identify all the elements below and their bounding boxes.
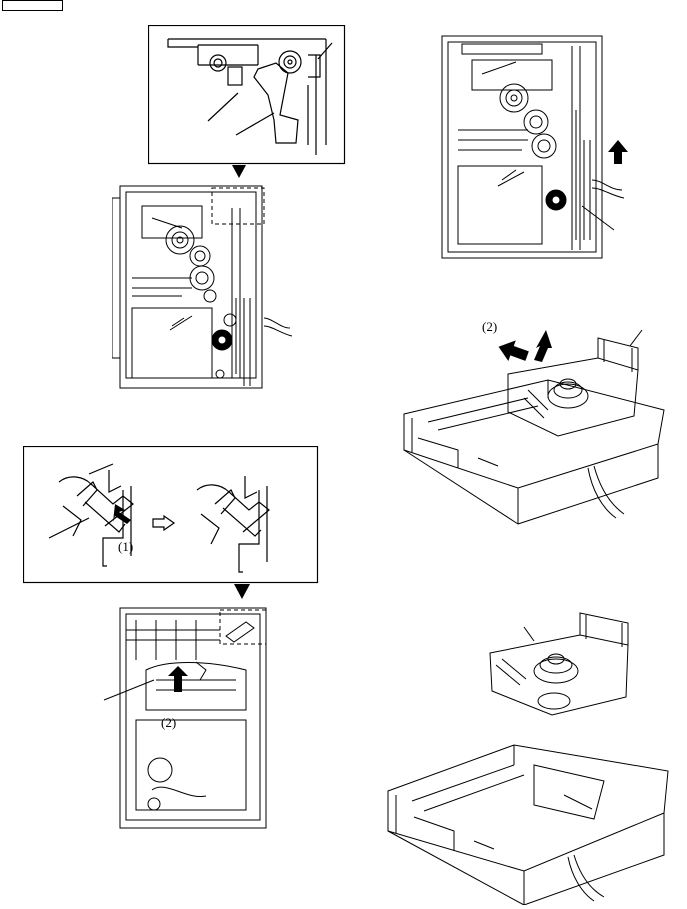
step-label-2: (2) [161,715,177,730]
isometric-traverse-removed [384,605,676,905]
mechanism-top-view-1 [112,178,298,400]
mechanism-top-view-3 [432,30,632,262]
header-box [2,0,63,11]
hollow-right-arrow-icon [152,515,176,531]
step-label-1: (1) [118,539,134,554]
isometric-traverse-lift [398,318,672,536]
step-label-2b: (2) [482,319,498,334]
inset-detail-top [148,25,346,165]
mechanism-top-view-2 [96,600,276,832]
down-triangle-icon [234,584,250,600]
down-triangle-icon [232,165,246,179]
